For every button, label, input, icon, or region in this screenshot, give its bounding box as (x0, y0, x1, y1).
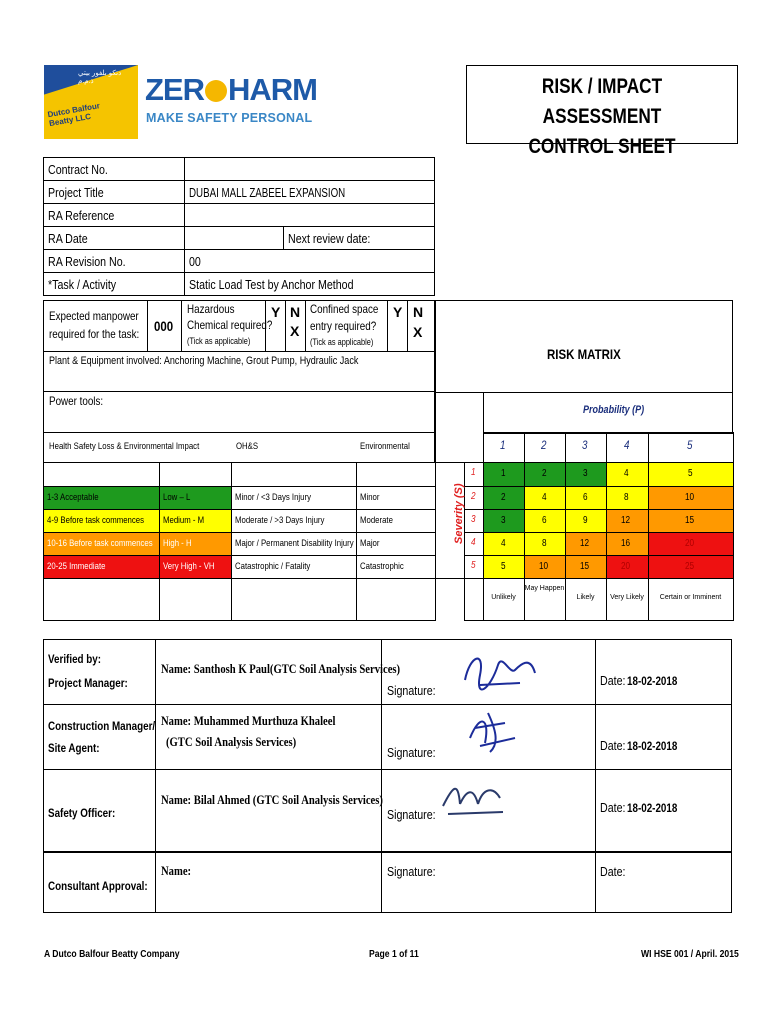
legend-level: Medium - M (163, 515, 205, 526)
signature-label: Signature: (387, 683, 436, 698)
approver-role: Construction Manager/ (48, 719, 156, 733)
approval-date: 18-02-2018 (627, 674, 678, 688)
risk-score: 2 (541, 468, 547, 479)
severity-number: 4 (471, 537, 476, 548)
risk-score: 6 (582, 492, 588, 503)
approval-cell (155, 851, 382, 913)
legend-level: High - H (163, 538, 192, 549)
severity-label: Severity (S) (453, 483, 465, 544)
risk-score: 3 (582, 468, 588, 479)
legend-cell (43, 462, 160, 487)
approval-cell (595, 639, 732, 705)
probability-word: May Happen (524, 585, 565, 592)
legend-level: Very High - VH (163, 561, 215, 572)
footer-company: A Dutco Balfour Beatty Company (44, 948, 180, 960)
task-value: Static Load Test by Anchor Method (189, 276, 354, 292)
approval-cell (155, 769, 382, 852)
signature-label: Signature: (387, 745, 436, 760)
approval-cell (43, 704, 156, 770)
logo-company-name: Dutco Balfour Beatty LLC (46, 101, 101, 129)
approval-cell (595, 704, 732, 770)
risk-score: 10 (684, 492, 695, 503)
legend-cell (231, 578, 357, 621)
date-label: Date: (600, 673, 626, 688)
approver-company: (GTC Soil Analysis Services) (166, 735, 297, 749)
severity-number: 1 (471, 467, 476, 478)
handwritten-signature (460, 645, 540, 695)
date-label: Date: (600, 800, 626, 815)
approver-name: Name: Bilal Ahmed (GTC Soil Analysis Services) (161, 793, 383, 807)
risk-score: 15 (579, 561, 590, 572)
legend-level: Low – L (163, 492, 191, 503)
risk-score: 12 (579, 538, 590, 549)
approver-role: Verified by: (48, 652, 102, 666)
hazchem-no-mark: X (290, 323, 300, 339)
document-title-line2: CONTROL SHEET (528, 135, 676, 158)
risk-score: 25 (684, 561, 695, 572)
legend-range: 20-25 Immediate (47, 561, 106, 572)
legend-env: Minor (360, 492, 380, 503)
legend-env: Moderate (360, 515, 393, 526)
risk-score: 3 (500, 515, 506, 526)
probability-word: Unlikely (491, 594, 516, 601)
legend-ohs: Moderate / >3 Days Injury (235, 515, 325, 526)
probability-word: Very Likely (610, 594, 644, 601)
legend-cell (231, 462, 357, 487)
legend-range: 1-3 Acceptable (47, 492, 99, 503)
confined-no-mark: X (413, 324, 423, 340)
document-title-box (466, 65, 738, 158)
approver-name: Name: (161, 864, 192, 878)
task-label: *Task / Activity (48, 276, 117, 292)
ra-info-table: Contract No. Project Title DUBAI MALL ZABEEL EXPANSION RA Reference RA Date Next review date: RA Revision No. 00 *Task / Activity Static Load Test by Anchor Method (43, 157, 435, 296)
risk-score: 9 (582, 515, 588, 526)
date-label: Date: (600, 738, 626, 753)
probability-number: 3 (582, 438, 588, 452)
approver-name: Name: Muhammed Murthuza Khaleel (161, 714, 336, 728)
risk-score: 4 (500, 538, 506, 549)
risk-score: 20 (621, 561, 631, 572)
approver-role: Consultant Approval: (48, 879, 148, 893)
logo-arabic-text: دتكو بلفور بيتي ذ.م.م (78, 70, 122, 85)
approver-role: Site Agent: (48, 741, 100, 755)
zero-harm-logo: ZER HARM (145, 72, 317, 107)
legend-env: Major (360, 538, 380, 549)
signature-label: Signature: (387, 807, 436, 822)
sun-icon (205, 80, 227, 102)
risk-score: 12 (621, 515, 631, 526)
approval-cell (595, 851, 732, 913)
approver-role: Project Manager: (48, 676, 128, 690)
legend-cell (356, 462, 436, 487)
legend-ohs: Minor / <3 Days Injury (235, 492, 311, 503)
signature-label: Signature: (387, 864, 436, 879)
legend-env: Catastrophic (360, 561, 404, 572)
approval-cell (43, 639, 156, 705)
approval-cell (381, 851, 596, 913)
risk-score: 20 (684, 538, 695, 549)
probability-label: Probability (P) (583, 404, 645, 416)
footer-page: Page 1 of 11 (369, 948, 419, 960)
approver-name: Name: Santhosh K Paul(GTC Soil Analysis Services) (161, 662, 401, 676)
severity-number: 2 (471, 491, 476, 502)
legend-range: 4-9 Before task commences (47, 515, 144, 526)
probability-number: 2 (541, 438, 547, 452)
risk-matrix-title: RISK MATRIX (547, 346, 621, 362)
handwritten-signature (460, 708, 520, 756)
risk-score: 4 (624, 468, 629, 479)
risk-score: 4 (541, 492, 547, 503)
risk-score: 15 (684, 515, 695, 526)
approval-date: 18-02-2018 (627, 739, 678, 753)
legend-cell (159, 578, 232, 621)
risk-score: 8 (541, 538, 547, 549)
date-label: Date: (600, 864, 626, 879)
project-title-value: DUBAI MALL ZABEEL EXPANSION (189, 184, 346, 200)
legend-ohs: Catastrophic / Fatality (235, 561, 311, 572)
legend-cell (356, 578, 436, 621)
legend-cell (43, 578, 160, 621)
probability-number: 4 (623, 438, 630, 452)
manpower-value: 000 (154, 318, 174, 334)
power-tools: Power tools: (49, 394, 104, 408)
handwritten-signature (438, 776, 508, 821)
legend-ohs: Major / Permanent Disability Injury (235, 538, 354, 549)
company-logo (44, 65, 138, 139)
footer-doc-ref: WI HSE 001 / April. 2015 (641, 948, 739, 960)
risk-score: 2 (500, 492, 506, 503)
legend-range: 10-16 Before task commences (47, 538, 153, 549)
risk-score: 16 (621, 538, 631, 549)
risk-score: 8 (624, 492, 629, 503)
document-title-line1: RISK / IMPACT ASSESSMENT (541, 75, 663, 128)
risk-score: 6 (541, 515, 547, 526)
risk-score: 10 (538, 561, 549, 572)
severity-number: 3 (471, 514, 476, 525)
severity-number: 5 (471, 560, 476, 571)
plant-equipment: Plant & Equipment involved: Anchoring Machine, Grout Pump, Hydraulic Jack (49, 355, 359, 367)
probability-number: 5 (687, 438, 693, 452)
risk-score: 5 (500, 561, 506, 572)
approval-date: 18-02-2018 (627, 801, 678, 815)
probability-number: 1 (500, 438, 506, 452)
zero-harm-tagline: MAKE SAFETY PERSONAL (146, 111, 313, 125)
probability-word: Likely (576, 594, 595, 601)
risk-score: 5 (687, 468, 693, 479)
risk-score: 1 (500, 468, 506, 479)
probability-word: Certain or Imminent (659, 594, 722, 601)
legend-cell (159, 462, 232, 487)
approver-role: Safety Officer: (48, 806, 116, 820)
